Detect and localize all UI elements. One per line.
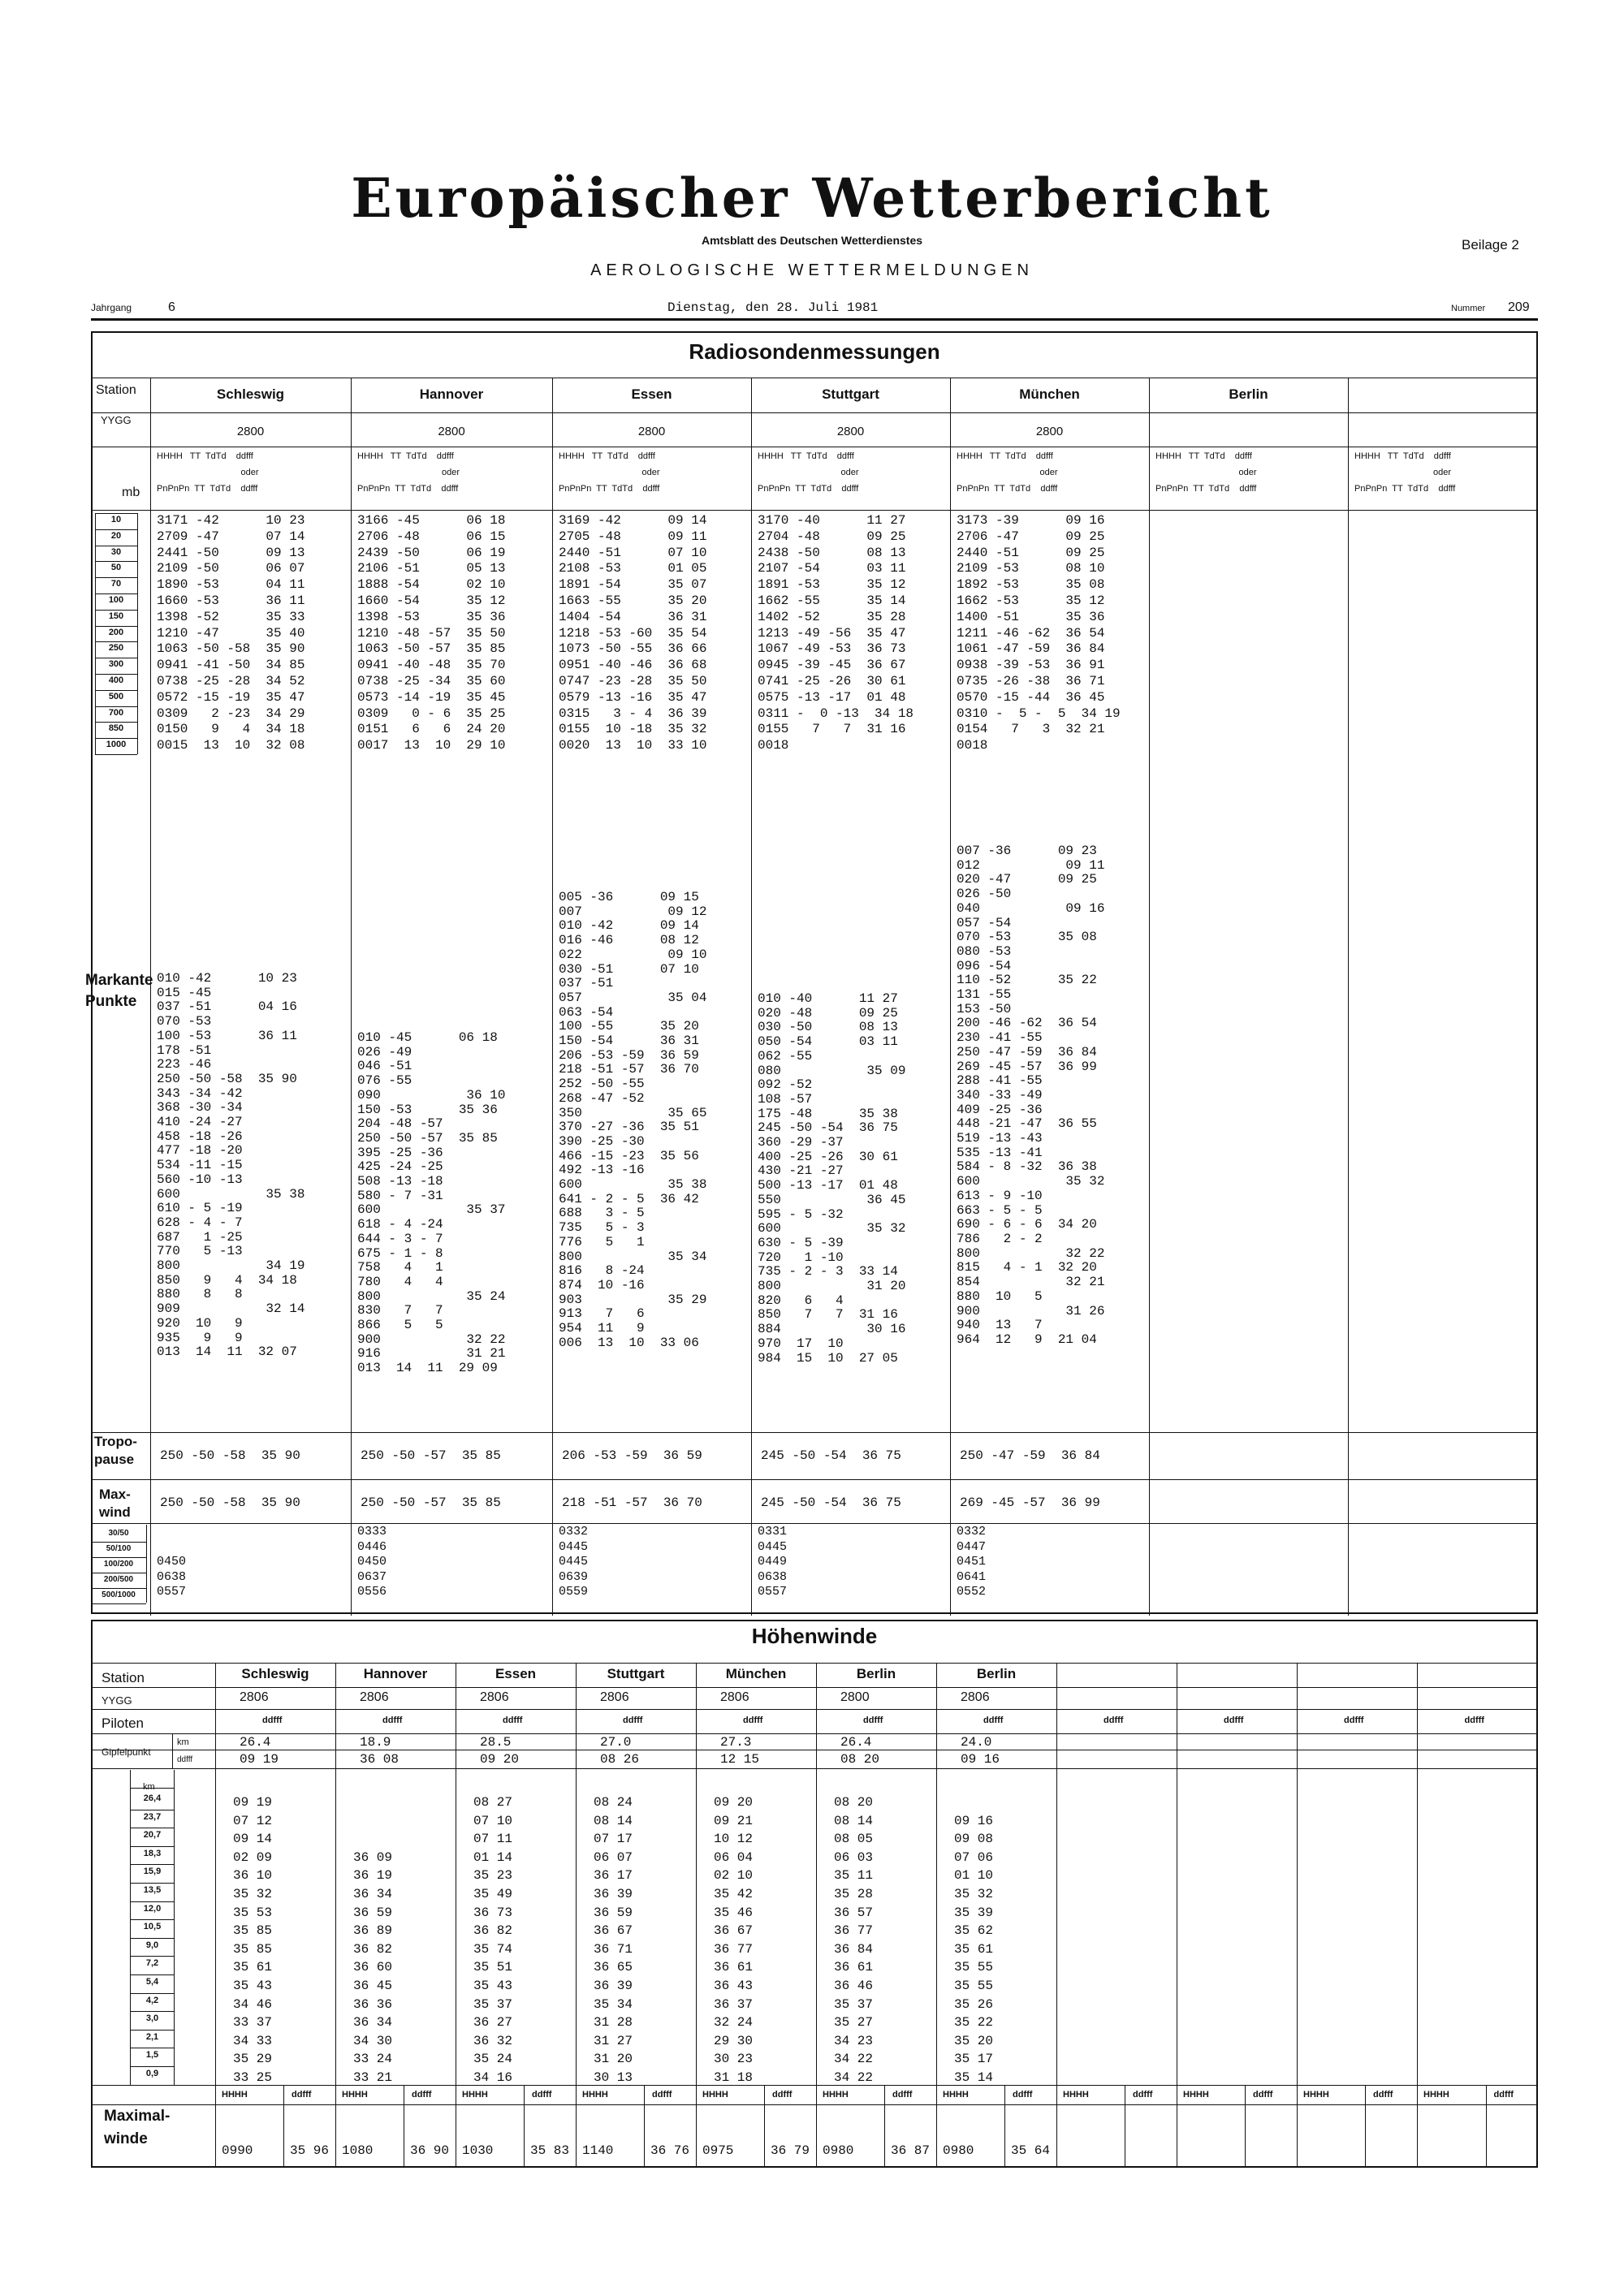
maxwind-dir: 36 90 (410, 2143, 450, 2158)
piloten-ddfff: ddfff (623, 1716, 643, 1725)
maxwind-label: Max- wind (99, 1487, 131, 1520)
level-1000-mb: 1000 (106, 740, 127, 750)
winds-column-rule (1297, 1663, 1298, 2168)
winds-column-rule (1417, 1663, 1418, 2168)
column-rule (351, 378, 352, 1616)
top-wind: 09 16 (961, 1752, 1000, 1767)
thickness-values: 0450 0638 0557 (157, 1555, 187, 1599)
km-level: 4,2 (145, 1995, 159, 2005)
header-line3: PnPnPn TT TdTd ddfff (357, 484, 459, 494)
maxwind-dir: 36 76 (650, 2143, 690, 2158)
km-level: 26,4 (143, 1793, 162, 1803)
header-line1: HHHH TT TdTd ddfff (559, 451, 655, 461)
km-rule (130, 2085, 174, 2086)
significant-points-schleswig: 010 -42 10 23 015 -45 037 -51 04 16 070 -53 100 -53 36 11 178 -51 223 -46 250 -50 -58 35 90 343 -34 -42 368 -30 -34 410 -24 -27 458 -18 -26 477 -18 -20 534 -11 -15 560 -10 -13 600 35 38 610 - 5 -19 628 - 4 - 7 687 1 -25 770 5 -13 800 34 19 850 9 4 34 18 880 8 8 909 32 14 920 10 9 935 9 9 013 14 11 32 07 (157, 971, 305, 1360)
winds-station-header: Essen (495, 1666, 537, 1681)
km-rule (130, 1938, 174, 1939)
km-rule (130, 1770, 131, 2085)
gipfel-km-label: km (177, 1737, 189, 1747)
maxwind-ddfff-label: ddfff (292, 2090, 312, 2100)
maxwind-hhhh-label: HHHH (462, 2090, 488, 2100)
maxwind-dir: 36 79 (771, 2143, 810, 2158)
thickness-level: 200/500 (103, 1575, 134, 1584)
volume-label: Jahrgang (91, 302, 132, 313)
level-rule (95, 641, 137, 642)
winds-station-header: Schleswig (241, 1666, 309, 1681)
km-rule (130, 2030, 174, 2031)
yygg-value: 2800 (1035, 425, 1064, 438)
top-wind: 09 20 (480, 1752, 520, 1767)
winds-yygg: 2806 (240, 1690, 269, 1704)
maxwind-hhhh: 1140 (582, 2143, 614, 2158)
winds-yygg: 2806 (961, 1690, 990, 1704)
winds-row-rule (91, 2104, 1538, 2105)
level-rule (95, 626, 137, 627)
level-rule (95, 722, 137, 723)
winds-yygg: 2806 (720, 1690, 749, 1704)
mb-label: mb (122, 486, 140, 499)
column-rule (150, 378, 151, 1616)
header-line3: PnPnPn TT TdTd ddfff (157, 484, 258, 494)
level-10-mb: 10 (110, 515, 122, 524)
station-hannover: Hannover (419, 386, 484, 402)
winds-column-rule (816, 1663, 817, 2168)
maxwind-dir: 35 83 (530, 2143, 570, 2158)
piloten-ddfff: ddfff (1344, 1716, 1364, 1725)
maxwind-split (524, 2085, 525, 2168)
thickness-rule (93, 1588, 146, 1589)
column-rule (552, 378, 553, 1616)
station-berlin: Berlin (1229, 386, 1268, 402)
km-rule (130, 1919, 174, 1920)
top-height-km: 27.3 (720, 1735, 752, 1750)
maxwind-hhhh-label: HHHH (823, 2090, 849, 2100)
maxwind-hhhh: 0980 (823, 2143, 854, 2158)
header-line1: HHHH TT TdTd ddfff (157, 451, 253, 461)
piloten-ddfff: ddfff (1104, 1716, 1124, 1725)
thickness-level: 30/50 (108, 1529, 129, 1538)
km-rule (130, 1788, 174, 1789)
tropopause-value: 250 -50 -58 35 90 (160, 1448, 300, 1463)
maxwind-hhhh-label: HHHH (943, 2090, 969, 2100)
km-rule (130, 1993, 174, 1994)
level-30-mb: 30 (110, 546, 122, 557)
top-wind: 36 08 (360, 1752, 400, 1767)
page-title: Europäischer Wetterbericht (351, 166, 1273, 230)
level-rule (95, 754, 137, 755)
tropopause-value: 245 -50 -54 36 75 (761, 1448, 901, 1463)
km-rule (130, 1956, 174, 1957)
tropopause-value: 206 -53 -59 36 59 (562, 1448, 702, 1463)
thickness-level: 50/100 (106, 1544, 132, 1553)
maxwind-value: 250 -50 -57 35 85 (361, 1495, 501, 1510)
maxwind-split (1004, 2085, 1005, 2168)
significant-points-stuttgart: 010 -40 11 27 020 -48 09 25 030 -50 08 13 050 -54 03 11 062 -55 080 35 09 092 -52 108 -57 175 -48 35 38 245 -50 -54 36 75 360 -29 -37 400 -25 -26 30 61 430 -21 -27 500 -13 -17 01 48 550 36 45 595 - 5 -32 600 35 32 630 - 5 -39 720 1 -10 735 - 2 - 3 33 14 800 31 20 820 6 4 850 7 7 31 16 884 30 16 970 17 10 984 15 10 27 05 (758, 991, 906, 1366)
standard-levels-schleswig: 3171 -42 10 23 2709 -47 07 14 2441 -50 09 13 2109 -50 06 07 1890 -53 04 11 1660 -53 36 11 1398 -52 35 33 1210 -47 35 40 1063 -50 -58 35 90 0941 -41 -50 34 85 0738 -25 -28 34 52 0572 -15 -19 35 47 0309 2 -23 34 29 0150 9 4 34 18 0015 13 10 32 08 (157, 513, 305, 753)
maxwind-ddfff-label: ddfff (532, 2090, 552, 2100)
winds-km-label: km (143, 1782, 155, 1792)
winds-row-rule (91, 2085, 1538, 2086)
thickness-rule (146, 1525, 147, 1603)
standard-levels-stuttgart: 3170 -40 11 27 2704 -48 09 25 2438 -50 08 13 2107 -54 03 11 1891 -53 35 12 1662 -55 35 14 1402 -52 35 28 1213 -49 -56 35 47 1067 -49 -53 36 73 0945 -39 -45 36 67 0741 -25 -26 30 61 0575 -13 -17 01 48 0311 - 0 -13 34 18 0155 7 7 31 16 0018 (758, 513, 914, 753)
yygg-label: YYGG (101, 414, 132, 426)
winds-yygg: 2806 (600, 1690, 629, 1704)
tropopause-label: Tropo- pause (94, 1434, 137, 1467)
maxwind-value: 269 -45 -57 36 99 (960, 1495, 1100, 1510)
km-level: 15,9 (143, 1867, 162, 1877)
winds-yygg: 2800 (840, 1690, 870, 1704)
winds-column-rule (215, 1663, 216, 2168)
maxwind-dir: 35 64 (1011, 2143, 1051, 2158)
maxwind-split (1486, 2085, 1487, 2168)
maxwind-hhhh-label: HHHH (1183, 2090, 1209, 2100)
volume-number: 6 (168, 300, 175, 314)
maxwind-value: 218 -51 -57 36 70 (562, 1495, 702, 1510)
header-line2: oder (1039, 468, 1058, 477)
header-line2: oder (840, 468, 859, 477)
header-line3: PnPnPn TT TdTd ddfff (957, 484, 1058, 494)
radiosonde-title: Radiosondenmessungen (689, 339, 940, 364)
maxwind-split (283, 2085, 284, 2168)
header-line3: PnPnPn TT TdTd ddfff (1354, 484, 1456, 494)
maxwind-ddfff-label: ddfff (892, 2090, 913, 2100)
station-münchen: München (1019, 386, 1080, 402)
tropopause-value: 250 -47 -59 36 84 (960, 1448, 1100, 1463)
maxwind-ddfff-label: ddfff (412, 2090, 432, 2100)
header-line2: oder (641, 468, 660, 477)
thickness-divider (91, 1523, 1538, 1524)
level-rule (95, 610, 137, 611)
level-850-mb: 850 (108, 723, 124, 734)
maxwind-ddfff-label: ddfff (1013, 2090, 1033, 2100)
winds-yygg-label: YYGG (102, 1694, 132, 1707)
maxwind-hhhh: 1030 (462, 2143, 494, 2158)
significant-points-essen: 005 -36 09 15 007 09 12 010 -42 09 14 016 -46 08 12 022 09 10 030 -51 07 10 037 -51 057 35 04 063 -54 100 -55 35 20 150 -54 36 31 206 -53 -59 36 59 218 -51 -57 36 70 252 -50 -55 268 -47 -52 350 35 65 370 -27 -36 35 51 390 -25 -30 466 -15 -23 35 56 492 -13 -16 600 35 38 641 - 2 - 5 36 42 688 3 - 5 735 5 - 3 776 5 1 800 35 34 816 8 -24 874 10 -16 903 35 29 913 7 6 954 11 9 006 13 10 33 06 (559, 890, 707, 1350)
wind-profile: 08 27 07 10 07 11 01 14 35 23 35 49 36 73 36 82 35 74 35 51 35 43 35 37 36 27 36 32 35 24 34 16 (473, 1795, 513, 2085)
maxwind-hhhh-label: HHHH (702, 2090, 728, 2100)
thickness-values: 0333 0446 0450 0637 0556 (357, 1525, 387, 1599)
winds-station-header: München (725, 1666, 787, 1681)
level-rule (95, 529, 137, 530)
maxwind-divider (91, 1479, 1538, 1480)
winds-row-rule (91, 1733, 1538, 1734)
thickness-values: 0331 0445 0449 0638 0557 (758, 1525, 788, 1599)
top-wind: 08 26 (600, 1752, 640, 1767)
column-rule (950, 378, 951, 1616)
gipfel-rule (172, 1733, 173, 1768)
level-rule (95, 593, 137, 594)
header-line2: oder (1433, 468, 1452, 477)
winds-column-rule (1056, 1663, 1057, 2168)
header-line1: HHHH TT TdTd ddfff (1354, 451, 1451, 461)
thickness-rule (93, 1603, 146, 1604)
maxwind-hhhh-label: HHHH (1423, 2090, 1449, 2100)
header-line3: PnPnPn TT TdTd ddfff (758, 484, 859, 494)
yygg-value: 2800 (236, 425, 265, 438)
maxwind-split (764, 2085, 765, 2168)
header-line1: HHHH TT TdTd ddfff (758, 451, 854, 461)
km-rule (130, 2066, 174, 2067)
maxwind-split (644, 2085, 645, 2168)
km-level: 2,1 (145, 2031, 159, 2042)
official-subtitle: Amtsblatt des Deutschen Wetterdienstes (701, 234, 923, 247)
station-stuttgart: Stuttgart (822, 386, 879, 402)
gipfelpunkt-label: Gipfelpunkt (102, 1746, 151, 1758)
km-level: 13,5 (143, 1885, 162, 1895)
number-label: Nummer (1451, 304, 1486, 313)
km-level: 12,0 (143, 1903, 162, 1914)
column-rule (1348, 378, 1349, 1616)
km-level: 20,7 (143, 1830, 162, 1841)
maxwind-split (884, 2085, 885, 2168)
wind-profile: 09 19 07 12 09 14 02 09 36 10 35 32 35 53 35 85 35 85 35 61 35 43 34 46 33 37 34 33 35 29 33 25 (233, 1795, 273, 2085)
maxwind-hhhh-label: HHHH (1063, 2090, 1089, 2100)
km-level: 5,4 (145, 1977, 159, 1987)
maxwind-hhhh: 0980 (943, 2143, 974, 2158)
winds-row-rule (91, 1663, 1538, 1664)
level-700-mb: 700 (108, 707, 124, 718)
maxwind-ddfff-label: ddfff (652, 2090, 672, 2100)
maxwind-ddfff-label: ddfff (1373, 2090, 1393, 2100)
station-essen: Essen (631, 386, 672, 402)
header-line1: HHHH TT TdTd ddfff (357, 451, 454, 461)
tropopause-value: 250 -50 -57 35 85 (361, 1448, 501, 1463)
standard-levels-münchen: 3173 -39 09 16 2706 -47 09 25 2440 -51 09 25 2109 -53 08 10 1892 -53 35 08 1662 -53 35 12 1400 -51 35 36 1211 -46 -62 36 54 1061 -47 -59 36 84 0938 -39 -53 36 91 0735 -26 -38 36 71 0570 -15 -44 36 45 0310 - 5 - 5 34 19 0154 7 3 32 21 0018 (957, 513, 1121, 753)
winds-column-rule (335, 1663, 336, 2168)
significant-points-münchen: 007 -36 09 23 012 09 11 020 -47 09 25 026 -50 040 09 16 057 -54 070 -53 35 08 080 -53 096 -54 110 -52 35 22 131 -55 153 -50 200 -46 -62 36 54 230 -41 -55 250 -47 -59 36 84 269 -45 -57 36 99 288 -41 -55 340 -33 -49 409 -25 -36 448 -21 -47 36 55 519 -13 -43 535 -13 -41 584 - 8 -32 36 38 600 35 32 613 - 9 -10 663 - 5 - 5 690 - 6 - 6 34 20 786 2 - 2 800 32 22 815 4 - 1 32 20 854 32 21 880 10 5 900 31 26 940 13 7 964 12 9 21 04 (957, 844, 1105, 1347)
level-50-mb: 50 (110, 563, 122, 573)
wind-profile: 09 20 09 21 10 12 06 04 02 10 35 42 35 46 36 67 36 77 36 61 36 43 36 37 32 24 29 30 30 23 31 18 (714, 1795, 754, 2085)
standard-levels-essen: 3169 -42 09 14 2705 -48 09 11 2440 -51 07 10 2108 -53 01 05 1891 -54 35 07 1663 -55 35 20 1404 -54 36 31 1218 -53 -60 35 54 1073 -50 -55 36 66 0951 -40 -46 36 68 0747 -23 -28 35 50 0579 -13 -16 35 47 0315 3 - 4 36 39 0155 10 -18 35 32 0020 13 10 33 10 (559, 513, 707, 753)
header-line1: HHHH TT TdTd ddfff (957, 451, 1053, 461)
header-divider (91, 510, 1538, 511)
wind-profile: 08 20 08 14 08 05 06 03 35 11 35 28 36 57 36 77 36 84 36 61 36 46 35 37 35 27 34 23 34 22 34 22 (834, 1795, 874, 2085)
thickness-level: 500/1000 (102, 1590, 136, 1599)
maxwind-ddfff-label: ddfff (1253, 2090, 1273, 2100)
level-rule (95, 674, 137, 675)
maxwind-hhhh: 1080 (342, 2143, 374, 2158)
wind-profile: 36 09 36 19 36 34 36 59 36 89 36 82 36 60 36 45 36 36 36 34 34 30 33 24 33 21 (353, 1849, 393, 2085)
station-schleswig: Schleswig (216, 386, 285, 402)
maxwind-ddfff-label: ddfff (1133, 2090, 1153, 2100)
maxwind-hhhh-label: HHHH (342, 2090, 368, 2100)
km-level: 23,7 (143, 1811, 162, 1822)
winds-column-rule (936, 1663, 937, 2168)
yygg-value: 2800 (637, 425, 666, 438)
km-rule (130, 2011, 174, 2012)
tropopause-divider (91, 1432, 1538, 1433)
header-line3: PnPnPn TT TdTd ddfff (1155, 484, 1257, 494)
yygg-value: 2800 (836, 425, 865, 438)
winds-station-header: Berlin (856, 1666, 896, 1681)
significant-points-hannover: 010 -45 06 18 026 -49 046 -51 076 -55 090 36 10 150 -53 35 36 204 -48 -57 250 -50 -57 35 85 395 -25 -36 425 -24 -25 508 -13 -18 580 - 7 -31 600 35 37 618 - 4 -24 644 - 3 - 7 675 - 1 - 8 758 4 1 780 4 4 800 35 24 830 7 7 866 5 5 900 32 22 916 31 21 013 14 11 29 09 (357, 1030, 506, 1376)
level-rule (137, 513, 138, 754)
maxwind-hhhh-label: HHHH (1303, 2090, 1329, 2100)
winds-column-rule (696, 1663, 697, 2168)
wind-profile: 09 16 09 08 07 06 01 10 35 32 35 39 35 62 35 61 35 55 35 55 35 26 35 22 35 20 35 17 35 14 (954, 1813, 994, 2085)
km-rule (130, 1974, 174, 1975)
maxwind-ddfff-label: ddfff (1493, 2090, 1514, 2100)
piloten-ddfff: ddfff (503, 1716, 523, 1725)
level-rule (95, 690, 137, 691)
station-divider (91, 412, 1538, 413)
km-level: 1,5 (145, 2050, 159, 2061)
level-70-mb: 70 (110, 579, 122, 589)
winds-station-header: Hannover (363, 1666, 428, 1681)
level-150-mb: 150 (108, 611, 124, 621)
level-300-mb: 300 (108, 659, 124, 670)
top-height-km: 26.4 (840, 1735, 872, 1750)
issue-number: 209 (1508, 300, 1530, 314)
winds-title: Höhenwinde (751, 1624, 878, 1648)
header-line3: PnPnPn TT TdTd ddfff (559, 484, 660, 494)
km-rule (130, 1883, 174, 1884)
top-height-km: 26.4 (240, 1735, 271, 1750)
maxwind-value: 245 -50 -54 36 75 (761, 1495, 901, 1510)
level-rule (95, 738, 137, 739)
winds-yygg: 2806 (360, 1690, 389, 1704)
level-20-mb: 20 (110, 530, 122, 541)
level-rule (95, 706, 137, 707)
winds-row-rule (91, 1687, 1538, 1688)
maxwind-hhhh-label: HHHH (582, 2090, 608, 2100)
top-wind: 08 20 (840, 1752, 880, 1767)
thickness-values: 0332 0445 0445 0639 0559 (559, 1525, 589, 1599)
km-rule (130, 1901, 174, 1902)
top-height-km: 27.0 (600, 1735, 632, 1750)
piloten-ddfff: ddfff (382, 1716, 403, 1725)
standard-levels-hannover: 3166 -45 06 18 2706 -48 06 15 2439 -50 06 19 2106 -51 05 13 1888 -54 02 10 1660 -54 35 12 1398 -53 35 36 1210 -48 -57 35 50 1063 -50 -57 35 85 0941 -40 -48 35 70 0738 -25 -34 35 60 0573 -14 -19 35 45 0309 0 - 6 35 25 0151 6 6 24 20 0017 13 10 29 10 (357, 513, 506, 753)
maxwind-value: 250 -50 -58 35 90 (160, 1495, 300, 1510)
level-rule (95, 577, 137, 578)
maxwind-hhhh-label: HHHH (222, 2090, 248, 2100)
level-100-mb: 100 (108, 595, 124, 605)
km-level: 10,5 (143, 1922, 162, 1932)
piloten-ddfff: ddfff (1464, 1716, 1484, 1725)
piloten-ddfff: ddfff (1224, 1716, 1244, 1725)
station-label: Station (96, 383, 136, 397)
column-rule (1149, 378, 1150, 1616)
level-500-mb: 500 (108, 691, 124, 701)
km-level: 3,0 (145, 2013, 159, 2024)
km-level: 0,9 (145, 2069, 159, 2078)
maxwind-hhhh: 0975 (702, 2143, 734, 2158)
winds-row-rule (91, 1709, 1538, 1710)
piloten-ddfff: ddfff (863, 1716, 883, 1725)
level-rule (95, 513, 137, 514)
piloten-ddfff: ddfff (983, 1716, 1004, 1725)
winds-station-label: Station (102, 1670, 145, 1685)
level-250-mb: 250 (108, 643, 124, 654)
section-subtitle: AEROLOGISCHE WETTERMELDUNGEN (590, 261, 1034, 279)
winds-row-rule (91, 1768, 1538, 1769)
km-level: 18,3 (143, 1848, 162, 1858)
issue-date: Dienstag, den 28. Juli 1981 (667, 300, 879, 315)
winds-yygg: 2806 (480, 1690, 509, 1704)
km-rule (174, 1770, 175, 2085)
meta-bar (91, 300, 1538, 321)
gipfel-ddfff-label: ddfff (177, 1755, 193, 1764)
column-rule (751, 378, 752, 1616)
km-level: 9,0 (145, 1940, 159, 1950)
header-line2: oder (442, 468, 460, 477)
header-line1: HHHH TT TdTd ddfff (1155, 451, 1252, 461)
thickness-rule (93, 1557, 146, 1558)
supplement-label: Beilage 2 (1462, 237, 1519, 252)
piloten-ddfff: ddfff (262, 1716, 283, 1725)
top-height-km: 28.5 (480, 1735, 512, 1750)
winds-column-rule (576, 1663, 577, 2168)
significant-points-label: Markante Punkte (85, 972, 153, 1010)
thickness-values: 0332 0447 0451 0641 0552 (957, 1525, 987, 1599)
km-level: 7,2 (145, 1958, 159, 1969)
maximal-winde-label: Maximal- winde (104, 2108, 171, 2147)
level-200-mb: 200 (108, 627, 124, 637)
km-rule (130, 1846, 174, 1847)
yygg-value: 2800 (438, 425, 465, 438)
maxwind-ddfff-label: ddfff (772, 2090, 793, 2100)
thickness-level: 100/200 (103, 1560, 134, 1569)
top-wind: 12 15 (720, 1752, 760, 1767)
maxwind-split (1365, 2085, 1366, 2168)
thickness-rule (93, 1542, 146, 1543)
header-line2: oder (1238, 468, 1257, 477)
level-rule (95, 561, 137, 562)
maxwind-split (1245, 2085, 1246, 2168)
level-rule (95, 513, 96, 754)
piloten-label: Piloten (102, 1716, 144, 1731)
km-rule (130, 1864, 174, 1865)
level-400-mb: 400 (108, 675, 124, 685)
maxwind-dir: 36 87 (891, 2143, 931, 2158)
piloten-ddfff: ddfff (743, 1716, 763, 1725)
top-wind: 09 19 (240, 1752, 279, 1767)
header-line2: oder (240, 468, 259, 477)
winds-station-header: Berlin (976, 1666, 1017, 1681)
top-height-km: 24.0 (961, 1735, 992, 1750)
top-height-km: 18.9 (360, 1735, 391, 1750)
maxwind-hhhh: 0990 (222, 2143, 253, 2158)
maxwind-dir: 35 96 (290, 2143, 330, 2158)
winds-station-header: Stuttgart (607, 1666, 665, 1681)
wind-profile: 08 24 08 14 07 17 06 07 36 17 36 39 36 59 36 67 36 71 36 65 36 39 35 34 31 28 31 27 31 20 30 13 (594, 1795, 633, 2085)
